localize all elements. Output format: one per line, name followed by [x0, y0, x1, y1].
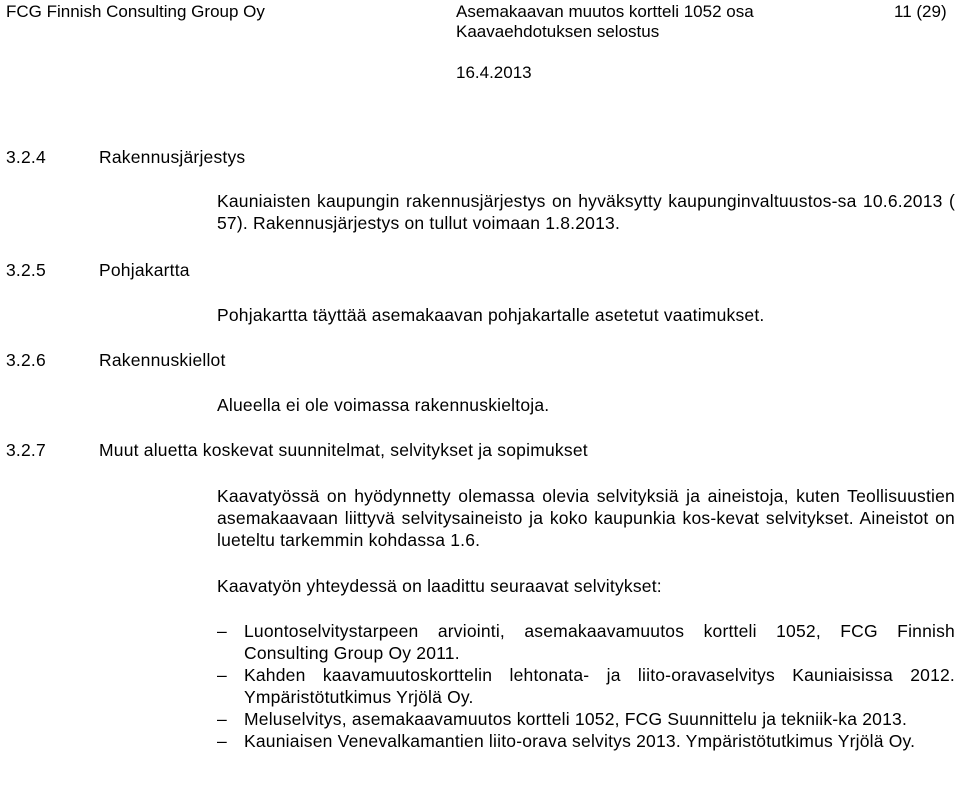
- dash-icon: –: [217, 709, 227, 729]
- document-title: Asemakaavan muutos kortteli 1052 osa: [456, 2, 754, 21]
- list-item-text: Kauniaisen Venevalkamantien liito-orava selvitys 2013. Ympäristötutkimus Yrjölä Oy.: [244, 731, 916, 751]
- bullet-list: [217, 620, 955, 752]
- section-paragraph: Alueella ei ole voimassa rakennuskieltoja.: [217, 395, 550, 415]
- page-number: 11 (29): [894, 2, 947, 21]
- section-paragraph: Kaavatyössä on hyödynnetty olemassa olevia selvityksiä ja aineistoja, kuten Teollisuustien asemakaavaan liittyvä selvitysaineisto ja koko kaupunkia kos-kevat selvitykset. Aineistot on lueteltu tarkemmin kohdassa 1.6.: [217, 486, 955, 550]
- list-item-text: Luontoselvitystarpeen arviointi, asemakaavamuutos kortteli 1052, FCG Finnish Consulting Group Oy 2011.: [244, 621, 955, 663]
- section-paragraph: Pohjakartta täyttää asemakaavan pohjakartalle asetetut vaatimukset.: [217, 305, 765, 325]
- section-paragraph: Kaavatyön yhteydessä on laadittu seuraavat selvitykset:: [217, 576, 662, 596]
- section-number: 3.2.4: [6, 147, 46, 167]
- dash-icon: –: [217, 621, 227, 641]
- list-item: [217, 620, 955, 664]
- section-number: 3.2.6: [6, 350, 46, 370]
- dash-icon: –: [217, 665, 227, 685]
- document-date: 16.4.2013: [456, 63, 532, 82]
- list-item-text: Kahden kaavamuutoskorttelin lehtonata- ja liito-oravaselvitys Kauniaisissa 2012. Ympäristötutkimus Yrjölä Oy.: [244, 665, 955, 707]
- list-item: [217, 708, 955, 730]
- section-paragraph: Kauniaisten kaupungin rakennusjärjestys on hyväksytty kaupunginvaltuustos-sa 10.6.2013 ( 57). Rakennusjärjestys on tullut voimaan 1.8.2013.: [217, 191, 955, 233]
- document-subtitle: Kaavaehdotuksen selostus: [456, 22, 660, 41]
- list-item: [217, 730, 955, 752]
- section-heading: Rakennusjärjestys: [99, 147, 246, 167]
- list-item-text: Meluselvitys, asemakaavamuutos kortteli 1052, FCG Suunnittelu ja tekniik-ka 2013.: [244, 709, 908, 729]
- dash-icon: –: [217, 731, 227, 751]
- section-heading: Muut aluetta koskevat suunnitelmat, selvitykset ja sopimukset: [99, 440, 588, 460]
- list-item: [217, 664, 955, 708]
- section-heading: Rakennuskiellot: [99, 350, 226, 370]
- section-number: 3.2.5: [6, 260, 46, 280]
- company-name: FCG Finnish Consulting Group Oy: [6, 2, 265, 21]
- section-heading: Pohjakartta: [99, 260, 190, 280]
- section-number: 3.2.7: [6, 440, 46, 460]
